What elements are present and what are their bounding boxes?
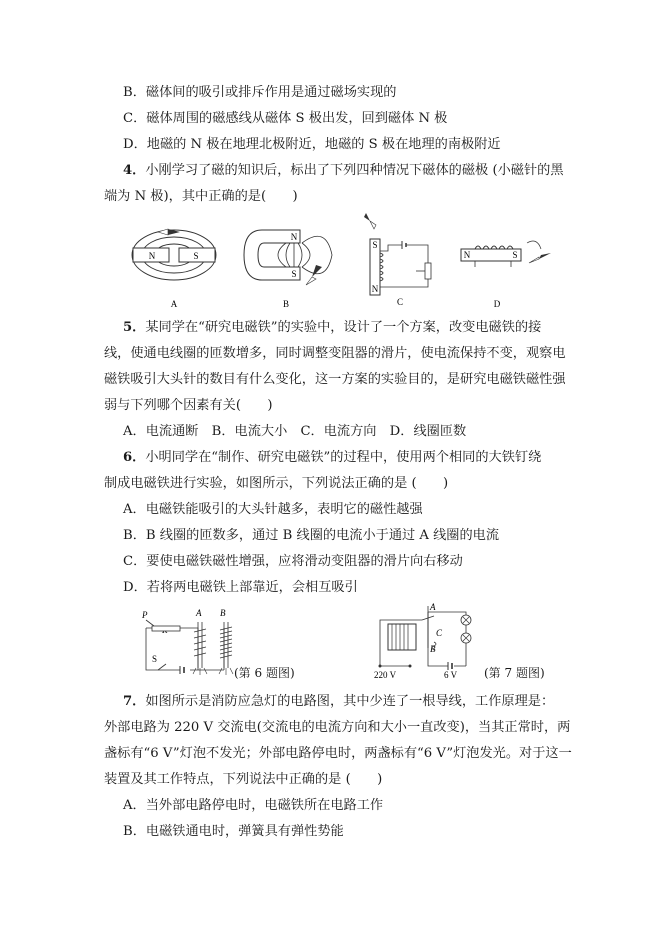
q5-stem-line2: 线，使通电线圈的匝数增多，同时调整变阻器的滑片，使电流保持不变，观察电: [104, 346, 566, 361]
q7-stem-line4: 装置及其工作特点，下列说法中正确的是 ( ): [104, 772, 383, 787]
q7-figure-caption: (第 7 题图): [484, 666, 545, 680]
q6-option-c: C．要使电磁铁磁性增强，应将滑动变阻器的滑片向右移动: [123, 554, 463, 569]
q6-option-b: B．B 线圈的匝数多，通过 B 线圈的电流小于通过 A 线圈的电流: [123, 528, 500, 543]
q7-fig-a: A: [430, 602, 436, 612]
q4-label-c: C: [396, 297, 404, 307]
q4-text-1: 小刚学习了磁的知识后，标出了下列四种情况下磁体的磁极 (小磁针的黑: [145, 163, 564, 178]
q6-fig-p: P: [142, 610, 148, 620]
q4-figure-d: [455, 215, 555, 315]
q3-option-b: B．磁体间的吸引或排斥作用是通过磁场实现的: [123, 85, 397, 100]
q5-stem-line4: 弱与下列哪个因素有关( ): [104, 398, 273, 413]
q7-fig-c: C: [436, 628, 443, 638]
q5-stem-line1: [123, 318, 541, 338]
q6-figure-caption: (第 6 题图): [234, 666, 295, 680]
q4-figure-c: [358, 213, 448, 315]
q4-label-a: A: [170, 299, 178, 309]
q5-options: A．电流通断 B．电流大小 C．电流方向 D．线圈匝数: [123, 424, 467, 439]
q6-text-1: 小明同学在“制作、研究电磁铁”的过程中，使用两个相同的大铁钉绕: [145, 450, 542, 465]
q4-label-d: D: [493, 299, 501, 309]
q7-option-b: B．电磁铁通电时，弹簧具有弹性势能: [123, 824, 344, 839]
q4-figure-a: [128, 215, 220, 315]
q4-figure-b: [240, 215, 340, 315]
q6-option-d: D．若将两电磁铁上部靠近，会相互吸引: [123, 580, 358, 595]
q6-fig-a: A: [196, 608, 202, 618]
q4-a-pole-left: N: [148, 251, 156, 261]
q4-c-pole-bottom: N: [371, 284, 379, 294]
q4-stem-line1: [123, 161, 564, 181]
q7-option-a: A．当外部电路停电时，电磁铁所在电路工作: [123, 798, 384, 813]
q4-d-pole-right: S: [512, 250, 518, 260]
q3-option-d: D．地磁的 N 极在地理北极附近，地磁的 S 极在地理的南极附近: [123, 137, 501, 152]
q4-b-pole-bottom: S: [291, 269, 297, 279]
q6-fig-s: S: [152, 654, 158, 664]
q7-stem-line1: [123, 692, 554, 712]
q6-fig-b: B: [220, 608, 226, 618]
q6-option-a: A．电磁铁能吸引的大头针越多，表明它的磁性越强: [123, 502, 423, 517]
q7-fig-220v: 220 V: [374, 670, 397, 680]
q5-stem-line3: 磁铁吸引大头针的数目有什么变化，这一方案的实验目的，是研究电磁铁磁性强: [104, 372, 566, 387]
q5-number: 5．: [123, 320, 146, 335]
q3-option-c: C．磁体周围的磁感线从磁体 S 极出发，回到磁体 N 极: [123, 111, 448, 126]
q6-stem-line2: 制成电磁铁进行实验，如图所示，下列说法正确的是 ( ): [104, 476, 449, 491]
q4-number: 4．: [123, 163, 146, 178]
q4-label-b: B: [282, 299, 290, 309]
q7-stem-line2: 外部电路为 220 V 交流电(交流电的电流方向和大小一直改变)，当其正常时，两: [104, 720, 571, 735]
q7-text-1: 如图所示是消防应急灯的电路图，其中少连了一根导线，工作原理是：: [145, 694, 555, 709]
q7-fig-b: B: [430, 644, 436, 654]
q5-text-1: 某同学在“研究电磁铁”的实验中，设计了一个方案，改变电磁铁的接: [145, 320, 542, 335]
q4-c-pole-top: S: [372, 240, 378, 250]
q6-number: 6．: [123, 450, 146, 465]
q7-fig-6v: 6 V: [444, 670, 458, 680]
q7-number: 7．: [123, 694, 146, 709]
q4-a-pole-right: S: [193, 251, 199, 261]
q4-stem-line2: 端为 N 极)，其中正确的是( ): [104, 189, 298, 204]
q4-d-pole-left: N: [463, 250, 471, 260]
q6-stem-line1: [123, 448, 541, 468]
q4-b-pole-top: N: [290, 232, 298, 242]
q7-stem-line3: 盏标有“6 V”灯泡不发光；外部电路停电时，两盏标有“6 V”灯泡发光。对于这一: [104, 746, 572, 761]
q7-figure: [370, 602, 488, 682]
